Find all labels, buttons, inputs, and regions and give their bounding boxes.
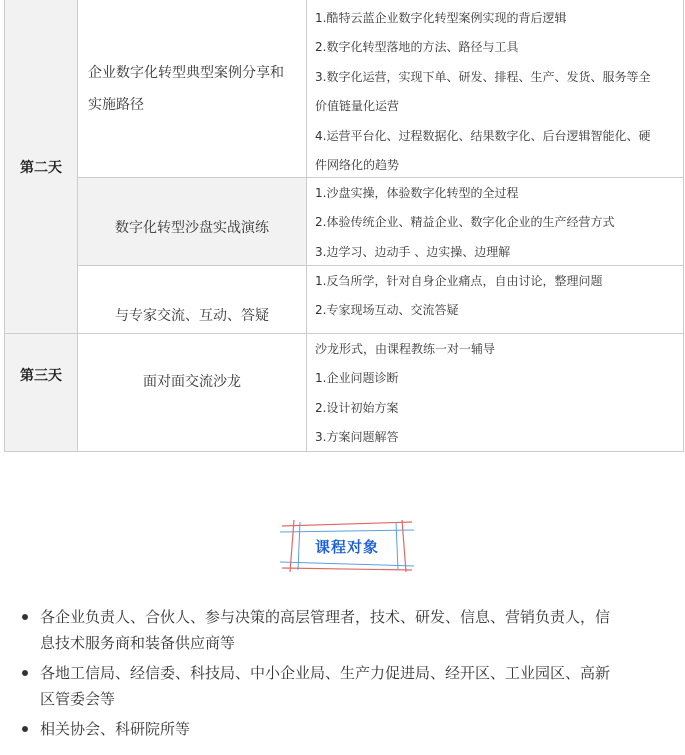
detail-line: 2.体验传统企业、精益企业、数字化企业的生产经营方式: [315, 215, 615, 230]
day2-session1-topic-line2: 实施路径: [88, 96, 144, 113]
detail-line: 1.酷特云蓝企业数字化转型案例实现的背后逻辑: [315, 11, 567, 25]
table-border: [77, 265, 684, 266]
section-title: 课程对象: [314, 537, 379, 556]
day3-details: [307, 334, 683, 451]
day2-label: 第二天: [5, 0, 77, 333]
audience-list: [22, 604, 682, 746]
day2-session3-topic: 与专家交流、互动、答疑: [115, 307, 269, 324]
detail-line: 2.数字化转型落地的方法、路径与工具: [315, 40, 519, 55]
detail-line: 1.企业问题诊断: [315, 371, 399, 386]
detail-line: 3.数字化运营，实现下单、研发、排程、生产、发货、服务等全: [315, 69, 651, 84]
table-border: [77, 0, 78, 452]
detail-line: 4.运营平台化、过程数据化、结果数字化、后台逻辑智能化、硬: [315, 128, 651, 143]
table-border: [4, 333, 684, 334]
list-item: [22, 660, 682, 712]
day2-session1-details: [307, 0, 683, 177]
detail-line: 价值链量化运营: [315, 99, 400, 114]
day2-session3-details: [307, 266, 683, 333]
table-border: [306, 0, 307, 452]
section-title-box: [294, 528, 400, 564]
list-item: [22, 604, 682, 656]
bullet-icon: [22, 670, 28, 676]
list-item-line: 息技术服务商和装备供应商等: [40, 634, 236, 652]
detail-line: 件网络化的趋势: [315, 158, 400, 173]
detail-line: 沙龙形式，由课程教练一对一辅导: [315, 342, 496, 356]
detail-line: 2.设计初始方案: [315, 400, 399, 415]
day3-label: 第三天: [5, 334, 77, 451]
section-title-banner: [278, 520, 416, 572]
list-item-line: 各地工信局、经信委、科技局、中小企业局、生产力促进局、经开区、工业园区、高新: [40, 664, 611, 682]
bullet-icon: [22, 614, 28, 620]
table-border: [683, 0, 684, 452]
detail-line: 3.方案问题解答: [315, 430, 399, 445]
table-border: [77, 177, 684, 178]
table-border: [4, 0, 5, 452]
day2-session1-topic-line1: 企业数字化转型典型案例分享和: [88, 64, 284, 81]
day2-session2-topic: 数字化转型沙盘实战演练: [78, 178, 306, 265]
day2-session1-topic: [78, 0, 306, 177]
day2-session2-details: [307, 178, 683, 265]
detail-line: 1.沙盘实操，体验数字化转型的全过程: [315, 186, 519, 200]
bullet-icon: [22, 726, 28, 732]
detail-line: 3.边学习、边动手 、边实操、边理解: [315, 244, 511, 259]
list-item: [22, 716, 682, 742]
table-border: [4, 451, 684, 452]
detail-line: 1.反刍所学，针对自身企业痛点，自由讨论，整理问题: [315, 274, 603, 288]
list-item-line: 区管委会等: [40, 690, 116, 708]
day3-topic: 面对面交流沙龙: [143, 373, 241, 390]
list-item-line: 相关协会、科研院所等: [40, 720, 191, 738]
detail-line: 2.专家现场互动、交流答疑: [315, 303, 459, 318]
list-item-line: 各企业负责人、合伙人、参与决策的高层管理者，技术、研发、信息、营销负责人，信: [40, 608, 611, 626]
